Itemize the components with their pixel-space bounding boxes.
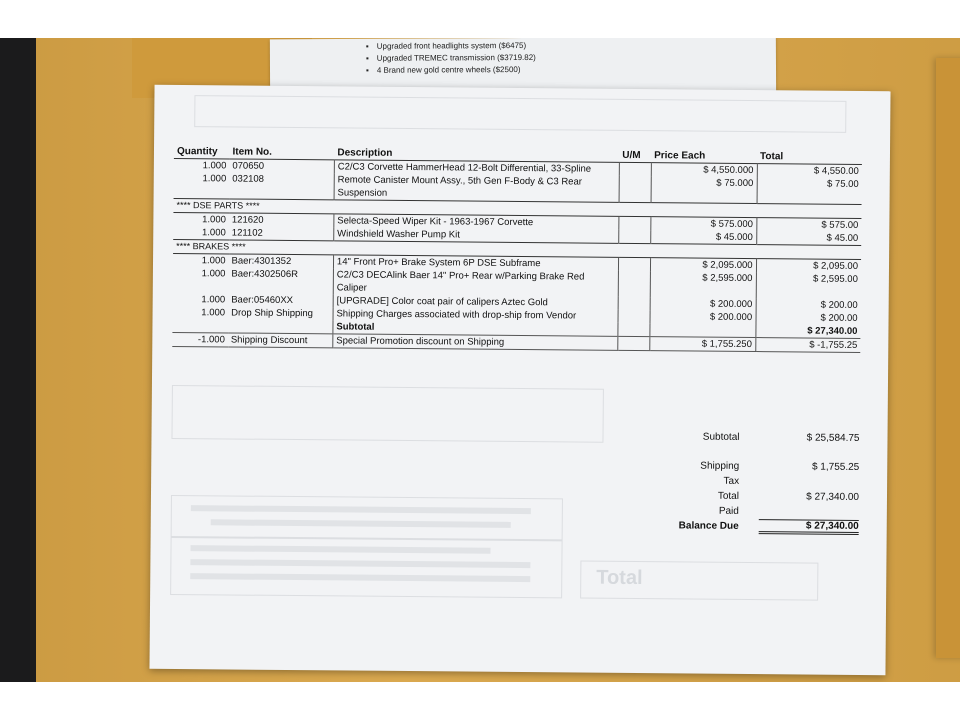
item-cell: 121102: [231, 227, 263, 239]
total-cell: $ 4,550.00: [757, 164, 862, 178]
description-cell: Windshield Washer Pump Kit: [334, 227, 619, 243]
summary-balance-due: [621, 518, 861, 535]
summary-value: $ 1,755.25: [811, 461, 860, 473]
qty-cell: 1.000: [202, 173, 227, 185]
invoice-sheet: [149, 85, 890, 675]
summary-label: Subtotal: [702, 431, 740, 443]
description-cell: Selecta-Speed Wiper Kit - 1963-1967 Corvette: [334, 214, 619, 230]
item-cell: Baer:4301352: [229, 254, 334, 268]
item-cell: 070650: [229, 159, 334, 173]
total-cell: $ 200.00: [820, 312, 858, 324]
upgrade-list: [366, 39, 776, 77]
subtotal-label: Subtotal: [333, 320, 618, 336]
um-cell: [618, 310, 650, 323]
description-cell: C2/C3 Corvette HammerHead 12-Bolt Differential, 33-Spline: [334, 160, 619, 176]
um-cell: [619, 216, 651, 230]
total-cell: $ 2,095.00: [756, 259, 861, 273]
um-cell: [618, 271, 650, 297]
summary-value: [759, 512, 859, 513]
summary-value: $ 25,584.75: [806, 432, 860, 444]
price-cell: $ 1,755.250: [649, 337, 755, 352]
qty-cell: -1.000: [172, 332, 228, 346]
um-cell: [618, 257, 650, 271]
item-cell: Shipping Discount: [228, 333, 333, 348]
total-cell: $ 75.00: [826, 178, 859, 190]
photo-scene: [0, 38, 960, 682]
um-cell: [619, 162, 651, 176]
col-price-each: Price Each: [651, 149, 757, 163]
item-cell: Drop Ship Shipping: [231, 307, 314, 320]
col-um: U/M: [619, 149, 651, 163]
price-cell: $ 2,095.000: [650, 258, 756, 272]
section-label: **** BRAKES ****: [173, 239, 861, 259]
bleed-through-box: [194, 95, 846, 133]
total-cell: $ 45.00: [826, 232, 859, 244]
qty-cell: 1.000: [201, 268, 226, 280]
description-cell: Shipping Charges associated with drop-ship from Vendor: [333, 307, 618, 322]
qty-cell: 1.000: [201, 294, 226, 306]
price-cell: $ 200.000: [650, 310, 756, 324]
section-label: **** DSE PARTS ****: [173, 198, 861, 218]
upgrade-item: ▪ Upgraded TREMEC transmission ($3719.82): [366, 51, 776, 65]
summary-label: Shipping: [700, 460, 740, 472]
col-quantity: Quantity: [174, 145, 230, 159]
description-cell: Remote Canister Mount Assy., 5th Gen F-Body & C3 Rear Suspension: [334, 173, 619, 202]
total-cell: $ 200.00: [820, 299, 858, 311]
qty-cell: 1.000: [173, 212, 229, 226]
description-cell: [UPGRADE] Color coat pair of calipers Aztec Gold: [333, 294, 618, 309]
col-total: Total: [757, 150, 862, 164]
bleed-through-box: [171, 385, 603, 443]
col-item-no: Item No.: [229, 145, 334, 159]
summary-label: Total: [717, 490, 740, 502]
total-cell: $ 575.00: [756, 218, 861, 232]
um-cell: [618, 297, 650, 310]
summary-label: Tax: [723, 475, 740, 487]
upgrade-item: ▪ 4 Brand new gold centre wheels ($2500): [366, 63, 776, 77]
price-cell: $ 45.000: [650, 230, 756, 244]
summary-label: Paid: [718, 505, 739, 517]
price-cell: $ 75.000: [651, 176, 757, 203]
envelope-edge: [936, 58, 960, 658]
qty-cell: 1.000: [201, 307, 226, 319]
um-cell: [618, 336, 650, 350]
summary-value: $ 27,340.00: [759, 519, 859, 535]
upgrade-item: ▪ Upgraded front headlights system ($6475): [366, 39, 776, 53]
item-cell: Baer:4302506R: [231, 268, 299, 281]
description-cell: 14" Front Pro+ Brake System 6P DSE Subframe: [333, 255, 618, 271]
total-cell: $ -1,755.25: [755, 338, 860, 353]
price-cell: $ 575.000: [650, 217, 756, 231]
summary-value: [759, 482, 859, 483]
total-cell: $ 2,595.00: [812, 273, 858, 285]
um-cell: [619, 176, 651, 203]
summary-label: Balance Due: [678, 520, 739, 532]
price-cell: $ 4,550.000: [651, 163, 757, 177]
description-cell: Special Promotion discount on Shipping: [333, 334, 618, 350]
um-cell: [618, 230, 650, 244]
bleed-through-total: Total: [596, 566, 643, 590]
item-cell: Baer:05460XX: [231, 294, 294, 307]
invoice-table: [172, 145, 862, 353]
price-cell: $ 2,595.000: [650, 271, 756, 298]
summary-value: $ 27,340.00: [806, 491, 860, 503]
col-description: Description: [334, 146, 619, 162]
subtotal-total: $ 27,340.00: [807, 325, 858, 337]
description-cell: C2/C3 DECAlink Baer 14" Pro+ Rear w/Parking Brake Red Caliper: [333, 268, 618, 296]
qty-cell: 1.000: [201, 227, 226, 239]
totals-summary: [621, 429, 862, 535]
qty-cell: 1.000: [173, 253, 229, 267]
qty-cell: 1.000: [174, 158, 230, 172]
item-cell: 032108: [232, 173, 265, 185]
bleed-through-box: [171, 495, 563, 540]
item-cell: 121620: [229, 213, 334, 227]
price-cell: $ 200.000: [650, 297, 756, 311]
